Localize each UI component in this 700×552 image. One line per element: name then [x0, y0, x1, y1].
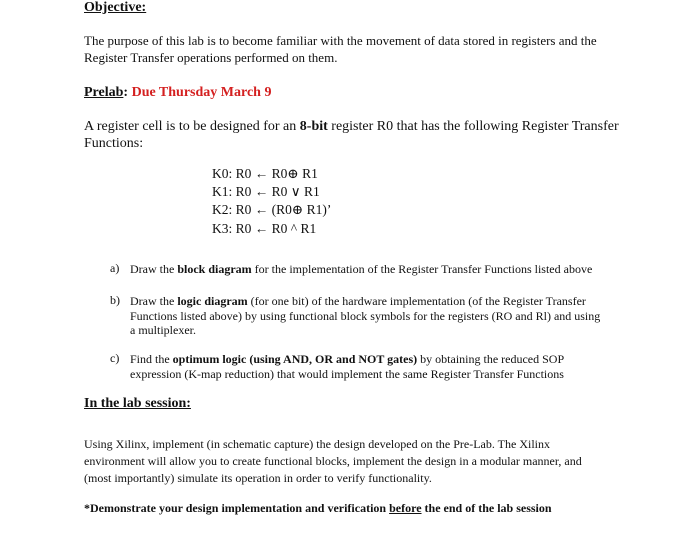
task-b-bold: logic diagram — [177, 294, 248, 308]
equation-k1: K1: R0 ← R0 ∨ R1 — [212, 184, 320, 199]
intro-line-2: Functions: — [84, 136, 144, 151]
task-a-line-1: Draw the block diagram for the implementation of the Register Transfer Functions listed above — [130, 262, 593, 276]
task-b-line-1: Draw the logic diagram (for one bit) of the hardware implementation (of the Register Transfer — [130, 294, 586, 308]
demonstrate-line: *Demonstrate your design implementation and verification before the end of the lab session — [84, 501, 552, 515]
task-a-letter: a) — [110, 261, 120, 275]
intro-line-1 — [84, 118, 619, 135]
task-a-bold: block diagram — [177, 262, 252, 276]
task-c-line-2: expression (K-map reduction) that would implement the same Register Transfer Functions — [130, 367, 564, 381]
objective-line-1: The purpose of this lab is to become familiar with the movement of data stored in registers and the — [84, 33, 597, 48]
objective-line-2: Register Transfer operations performed on them. — [84, 50, 338, 65]
prelab-due-date: Due Thursday March 9 — [131, 85, 272, 100]
equation-k2: K2: R0 ← (R0⊕ R1)’ — [212, 202, 332, 217]
intro-text-post: register R0 that has the following Register Transfer — [327, 119, 619, 134]
equation-k0: K0: R0 ← R0⊕ R1 — [212, 166, 318, 181]
prelab-heading-row — [84, 85, 271, 101]
prelab-heading: Prelab — [84, 85, 124, 100]
equation-k3: K3: R0 ← R0 ^ R1 — [212, 221, 317, 236]
objective-heading: Objective: — [84, 0, 147, 15]
intro-bit-width: 8-bit — [299, 119, 328, 134]
task-c-letter: c) — [110, 351, 120, 365]
session-line-2: environment will allow you to create functional blocks, implement the design in a modular manner, and — [84, 454, 582, 468]
session-heading: In the lab session: — [84, 396, 191, 411]
task-c-line-1: Find the optimum logic (using AND, OR and NOT gates) by obtaining the reduced SOP — [130, 352, 565, 366]
demonstrate-before: before — [389, 501, 422, 515]
session-line-1: Using Xilinx, implement (in schematic capture) the design developed on the Pre-Lab. The Xilinx — [84, 437, 550, 451]
task-b-letter: b) — [110, 293, 120, 307]
intro-text-pre: A register cell is to be designed for an — [84, 119, 300, 134]
session-line-3: (most importantly) simulate its operation in order to verify functionality. — [84, 471, 432, 485]
task-b-line-2: Functions listed above) by using functional block symbols for the registers (RO and Rl) and using — [130, 309, 601, 323]
task-b-line-3: a multiplexer. — [130, 323, 196, 337]
task-c-bold: optimum logic (using AND, OR and NOT gates) — [172, 352, 418, 366]
prelab-colon: : — [123, 85, 129, 100]
